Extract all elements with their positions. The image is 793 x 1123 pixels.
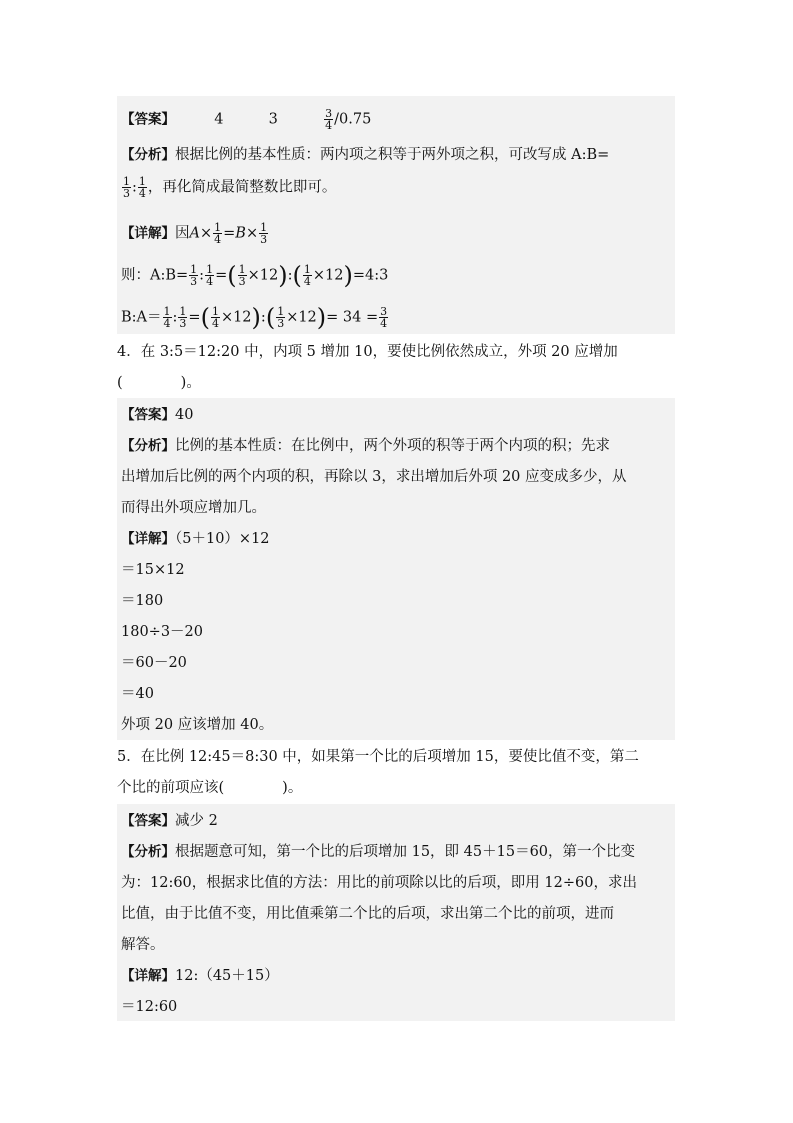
detail-step: 180÷3－20 bbox=[121, 624, 204, 640]
answer-value: 40 bbox=[175, 407, 194, 423]
answer-value-1: 4 bbox=[214, 111, 224, 128]
fraction-one-fourth: $\frac{1}{4}$ bbox=[163, 305, 171, 330]
variable-a: A bbox=[189, 225, 200, 242]
detail-line-q4-1 bbox=[121, 529, 270, 549]
fraction-one-fourth: $\frac{1}{4}$ bbox=[138, 175, 146, 200]
times-twelve: ×12 bbox=[220, 309, 252, 326]
left-paren: ( bbox=[292, 261, 302, 290]
detail-text: 因 bbox=[175, 225, 190, 242]
answer-fraction: $\frac{3}{4}$ bbox=[325, 107, 333, 132]
fraction-one-third: $\frac{1}{3}$ bbox=[179, 305, 187, 330]
question-5-line-1: 5．在比例 12:45＝8:30 中，如果第一个比的后项增加 15，要使比值不变，第二 bbox=[117, 749, 639, 765]
answer-tag: 【答案】 bbox=[121, 111, 175, 128]
fraction-one-fourth: $\frac{1}{4}$ bbox=[214, 221, 222, 246]
variable-b: B bbox=[235, 225, 246, 242]
fraction-one-third: $\frac{1}{3}$ bbox=[238, 263, 246, 288]
ratio-result: =4:3 bbox=[352, 267, 389, 284]
equals-sign: = bbox=[223, 225, 236, 242]
fraction-one-fourth: $\frac{1}{4}$ bbox=[303, 263, 311, 288]
detail-line-q5-1 bbox=[121, 966, 279, 986]
analysis-tag: 【分析】 bbox=[121, 844, 175, 860]
analysis-line-q5-4: 解答。 bbox=[121, 937, 165, 953]
fraction-one-fourth: $\frac{1}{4}$ bbox=[206, 263, 214, 288]
answer-line-q5 bbox=[121, 811, 218, 831]
right-paren: ) bbox=[278, 261, 288, 290]
ratio-colon: : bbox=[132, 179, 137, 196]
analysis-line-q5-1 bbox=[121, 842, 635, 862]
detail-tag: 【详解】 bbox=[121, 531, 175, 547]
ratio-colon: : bbox=[260, 309, 266, 326]
analysis-line-q5-3: 比值，由于比值不变，用比值乘第二个比的后项，求出第二个比的前项，进而 bbox=[121, 906, 614, 922]
right-paren: ) bbox=[316, 303, 327, 332]
times-sign: × bbox=[199, 225, 213, 242]
right-paren: ) bbox=[343, 261, 353, 290]
equals-sign: = bbox=[215, 267, 228, 284]
answer-tag: 【答案】 bbox=[121, 407, 175, 423]
right-paren: ) bbox=[251, 303, 261, 332]
detail-step: ＝12:60 bbox=[121, 999, 178, 1015]
answer-value-3-tail: /0.75 bbox=[334, 111, 372, 128]
answer-line-q4 bbox=[121, 405, 193, 425]
ratio-b-a-label: B:A＝ bbox=[121, 309, 162, 326]
analysis-line-q4-1 bbox=[121, 436, 610, 456]
ratio-intermediate: = 34 = bbox=[326, 309, 379, 326]
fraction-one-third: $\frac{1}{3}$ bbox=[277, 305, 285, 330]
fraction-three-fourths: $\frac{3}{4}$ bbox=[380, 305, 388, 330]
fraction-one-third: $\frac{1}{3}$ bbox=[123, 175, 130, 200]
ratio-a-b-label: 则：A:B= bbox=[121, 267, 189, 284]
answer-tag: 【答案】 bbox=[121, 813, 175, 829]
analysis-text: 根据题意可知，第一个比的后项增加 15，即 45＋15＝60，第一个比变 bbox=[175, 844, 636, 860]
question-4-line-2: ( )。 bbox=[117, 375, 201, 391]
analysis-text-tail: ，再化简成最简整数比即可。 bbox=[147, 179, 337, 196]
analysis-line-q4-3: 而得出外项应增加几。 bbox=[121, 500, 266, 516]
times-twelve: ×12 bbox=[247, 267, 279, 284]
fraction-one-fourth: $\frac{1}{4}$ bbox=[211, 305, 219, 330]
detail-text: 12:（45＋15） bbox=[175, 968, 279, 984]
detail-tag: 【详解】 bbox=[121, 968, 175, 984]
detail-text: （5＋10）×12 bbox=[175, 531, 270, 547]
detail-line-q3-3 bbox=[121, 303, 389, 332]
detail-step: ＝40 bbox=[121, 686, 154, 702]
analysis-text: 根据比例的基本性质：两内项之积等于两外项之积，可改写成 A:B= bbox=[175, 147, 610, 163]
analysis-tag: 【分析】 bbox=[121, 438, 175, 454]
analysis-line-q4-2: 出增加后比例的两个内项的积，再除以 3，求出增加后外项 20 应变成多少，从 bbox=[121, 469, 627, 485]
detail-line-q3-1 bbox=[121, 222, 269, 245]
answer-value-2: 3 bbox=[268, 111, 278, 128]
ratio-colon: : bbox=[172, 309, 178, 326]
equals-sign: = bbox=[188, 309, 201, 326]
times-twelve: ×12 bbox=[312, 267, 344, 284]
answer-value: 减少 2 bbox=[175, 813, 218, 829]
question-4-line-1: 4．在 3:5＝12:20 中，内项 5 增加 10，要使比例依然成立，外项 20 应增加 bbox=[117, 344, 618, 360]
detail-line-q3-2 bbox=[121, 261, 389, 290]
ratio-colon: : bbox=[199, 267, 205, 284]
analysis-text: 比例的基本性质：在比例中，两个外项的积等于两个内项的积；先求 bbox=[175, 438, 610, 454]
left-paren: ( bbox=[265, 303, 276, 332]
analysis-tag: 【分析】 bbox=[121, 147, 175, 163]
analysis-line-q3-1 bbox=[121, 145, 609, 165]
solution-block-q3 bbox=[117, 96, 675, 334]
fraction-one-third: $\frac{1}{3}$ bbox=[190, 263, 198, 288]
detail-step: ＝15×12 bbox=[121, 562, 185, 578]
times-twelve: ×12 bbox=[286, 309, 317, 326]
analysis-line-q3-2 bbox=[121, 176, 336, 199]
detail-conclusion: 外项 20 应该增加 40。 bbox=[121, 717, 274, 733]
fraction-one-third: $\frac{1}{3}$ bbox=[260, 221, 268, 246]
question-5-line-2: 个比的前项应该( )。 bbox=[117, 780, 303, 796]
ratio-colon: : bbox=[287, 267, 293, 284]
detail-step: ＝180 bbox=[121, 593, 164, 609]
times-sign: × bbox=[245, 225, 259, 242]
detail-tag: 【详解】 bbox=[121, 225, 175, 242]
left-paren: ( bbox=[227, 261, 237, 290]
left-paren: ( bbox=[200, 303, 210, 332]
detail-step: ＝60－20 bbox=[121, 655, 187, 671]
analysis-line-q5-2: 为：12:60，根据求比值的方法：用比的前项除以比的后项，即用 12÷60，求出 bbox=[121, 875, 637, 891]
answer-line-q3 bbox=[121, 108, 371, 131]
